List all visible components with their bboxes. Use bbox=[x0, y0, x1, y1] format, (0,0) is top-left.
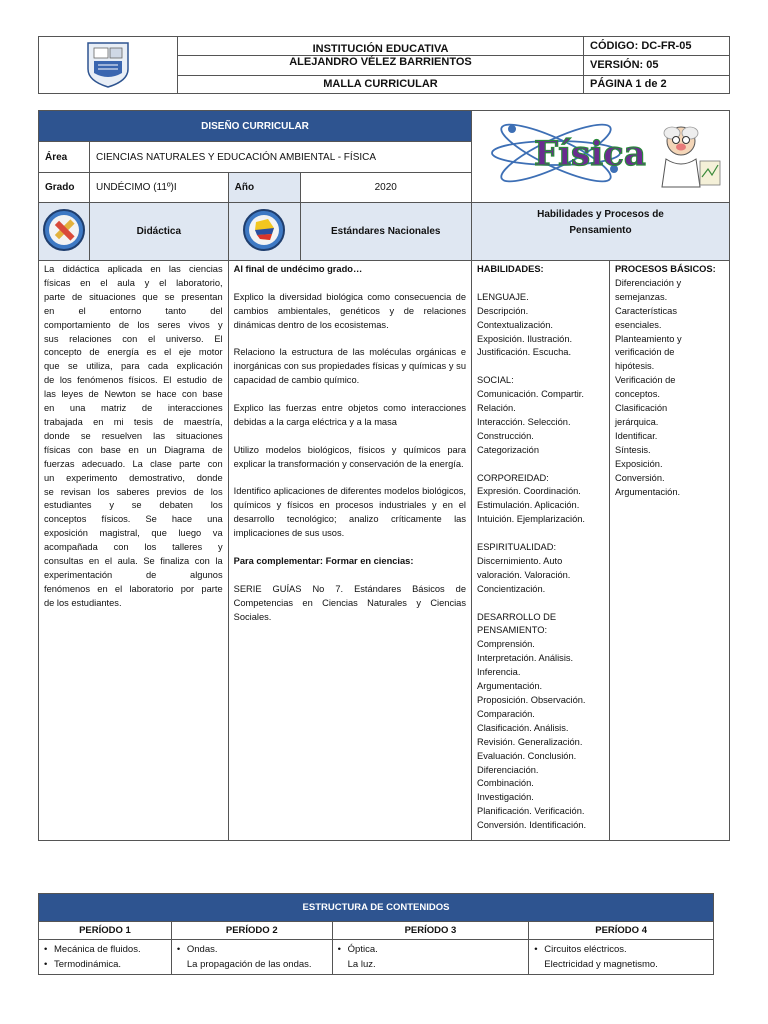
process-item: verificación de bbox=[614, 347, 675, 358]
pencil-ruler-icon bbox=[42, 208, 86, 252]
curricular-design-table bbox=[38, 110, 730, 841]
didactica-icon-cell bbox=[39, 203, 90, 261]
topic-list bbox=[44, 942, 171, 972]
period-4-header: PERÍODO 4 bbox=[529, 922, 714, 940]
standard-reference: SERIE GUÍAS No 7. Estándares Básicos de Competencias en Ciencias Naturales y Ciencias Sociales. bbox=[233, 583, 466, 622]
skill-item: Comprensión. bbox=[477, 639, 535, 650]
topic-item: La luz. bbox=[347, 959, 376, 970]
didactica-line: conceptos físicos. Se hace una bbox=[44, 514, 223, 525]
grade-label: Grado bbox=[39, 172, 90, 202]
didactica-line: que se utiliza, para cada explicación bbox=[44, 361, 223, 372]
process-item: Conversión. bbox=[614, 472, 665, 483]
didactica-header: Didáctica bbox=[89, 203, 228, 261]
didactica-line: La didáctica aplicada en las ciencias bbox=[44, 264, 223, 274]
period-1-header: PERÍODO 1 bbox=[39, 922, 172, 940]
physics-logo-cell bbox=[472, 111, 730, 203]
procesos-heading: PROCESOS BÁSICOS: bbox=[614, 264, 716, 274]
habilidades-header-line1: Habilidades y Procesos de bbox=[537, 209, 664, 220]
grade-value: UNDÉCIMO (11º)I bbox=[89, 172, 228, 202]
habilidades-header-line2: Pensamiento bbox=[569, 225, 632, 236]
skill-item: Evaluación. Conclusión. bbox=[477, 750, 577, 761]
skill-item: Intuición. Ejemplarización. bbox=[477, 514, 585, 525]
process-item: conceptos. bbox=[614, 389, 660, 400]
physics-logo-text: Física bbox=[533, 134, 646, 174]
didactica-line: un experimento demostrativo, donde bbox=[44, 472, 223, 483]
period-4-content bbox=[529, 940, 714, 975]
didactica-line: de los estudiantes. bbox=[44, 597, 122, 608]
process-item: Argumentación. bbox=[614, 486, 681, 497]
skill-item: Comunicación. Compartir. bbox=[477, 389, 584, 400]
colombia-map-icon bbox=[242, 208, 286, 252]
procesos-list bbox=[615, 277, 727, 500]
skill-item: Interacción. Selección. bbox=[477, 416, 571, 427]
physics-logo-icon bbox=[476, 111, 726, 197]
skill-item: Proposición. Observación. bbox=[477, 695, 586, 706]
topic-item: • Mecánica de fluidos. bbox=[44, 942, 171, 957]
didactica-line: parte de situaciones que se presentan bbox=[44, 291, 223, 302]
process-item: Síntesis. bbox=[614, 444, 651, 455]
year-label: Año bbox=[228, 172, 300, 202]
didactica-line: donde se resuelven las situaciones bbox=[44, 430, 223, 441]
desarrollo-title-line1: DESARROLLO DE bbox=[477, 611, 557, 622]
skill-item: Construcción. bbox=[477, 430, 534, 441]
desarrollo-title-line2: PENSAMIENTO: bbox=[477, 625, 548, 636]
process-item: Clasificación bbox=[614, 403, 668, 414]
process-item: Identificar. bbox=[614, 430, 658, 441]
skill-item: valoración. Valoración. bbox=[477, 569, 571, 580]
document-version: VERSIÓN: 05 bbox=[584, 56, 730, 75]
habilidades-content bbox=[472, 261, 610, 841]
social-list bbox=[477, 388, 607, 458]
didactica-text bbox=[44, 263, 223, 611]
skill-item: Expresión. Coordinación. bbox=[477, 486, 581, 497]
document-header bbox=[38, 36, 730, 94]
period-2-content bbox=[171, 940, 332, 975]
skill-item: Estimulación. Aplicación. bbox=[477, 500, 580, 511]
skill-item: Diferenciación. bbox=[477, 764, 539, 775]
topic-list bbox=[534, 942, 713, 972]
skill-item: Clasificación. Análisis. bbox=[477, 722, 569, 733]
process-item: Verificación de bbox=[614, 375, 676, 386]
didactica-line: estudiantes y se debaten los bbox=[44, 500, 223, 511]
topic-item: • Termodinámica. bbox=[44, 957, 171, 972]
estandares-icon-cell bbox=[228, 203, 300, 261]
didactica-line: exposición magistral, que luego va bbox=[44, 528, 223, 539]
standard-4: Utilizo modelos biológicos, físicos y químicos para explicar la transformación y conservación de la energía. bbox=[233, 444, 466, 469]
process-item: hipótesis. bbox=[614, 361, 655, 372]
period-3-content bbox=[332, 940, 529, 975]
didactica-line: físicas en el aula y el laboratorio, bbox=[44, 277, 223, 288]
content-structure-table bbox=[38, 893, 714, 975]
skill-item: Argumentación. bbox=[477, 681, 543, 692]
institution-name-line1: INSTITUCIÓN EDUCATIVA bbox=[178, 37, 584, 56]
standard-2: Relaciono la estructura de las moléculas orgánicas e inorgánicas con sus propiedades físicas y químicas y su capacidad de cambio químico. bbox=[233, 347, 466, 386]
skill-item: Conversión. Identificación. bbox=[477, 820, 587, 831]
topic-item: La propagación de las ondas. bbox=[186, 959, 312, 970]
skill-item: Discernimiento. Auto bbox=[477, 555, 563, 566]
process-item: Características bbox=[614, 305, 677, 316]
skill-item: Combinación. bbox=[477, 778, 534, 789]
design-title: DISEÑO CURRICULAR bbox=[39, 111, 472, 142]
process-item: jerárquica. bbox=[614, 416, 659, 427]
didactica-line: experimentación de algunos bbox=[44, 569, 223, 580]
content-structure-title: ESTRUCTURA DE CONTENIDOS bbox=[39, 894, 714, 922]
process-item: Diferenciación y bbox=[614, 277, 682, 288]
didactica-content bbox=[39, 261, 229, 841]
didactica-line: de los fenómenos físicos. El estudio de bbox=[44, 375, 223, 386]
topic-item: • Ondas. bbox=[177, 942, 332, 957]
habilidades-header bbox=[472, 203, 730, 261]
standard-1: Explico la diversidad biológica como consecuencia de cambios ambientales, genéticos y de relaciones dinámicas dentro de los ecosistemas. bbox=[233, 291, 466, 330]
period-content-row bbox=[39, 940, 714, 975]
didactica-line: concepto de energía es el eje motor bbox=[44, 347, 223, 358]
standard-3: Explico las fuerzas entre objetos como interacciones debidas a la carga eléctrica y a la masa bbox=[233, 403, 466, 427]
skill-item: Descripción. bbox=[477, 305, 529, 316]
skill-item: Concientización. bbox=[477, 583, 546, 594]
school-logo-cell bbox=[39, 37, 178, 94]
topic-item: • Circuitos eléctricos. bbox=[534, 942, 713, 957]
corporeidad-list bbox=[477, 485, 607, 527]
document-code: CÓDIGO: DC-FR-05 bbox=[584, 37, 730, 56]
skill-item: Categorización bbox=[477, 444, 540, 455]
estandares-content bbox=[228, 261, 471, 841]
didactica-line: sus relaciones con el universo. El bbox=[44, 333, 223, 344]
estandares-header: Estándares Nacionales bbox=[300, 203, 472, 261]
espiritualidad-title: ESPIRITUALIDAD: bbox=[477, 542, 557, 553]
skill-item: Comparación. bbox=[477, 708, 535, 719]
estandares-heading: Al final de undécimo grado… bbox=[233, 264, 363, 274]
skill-item: Relación. bbox=[477, 403, 516, 414]
process-item: Exposición. bbox=[614, 458, 663, 469]
habilidades-heading: HABILIDADES: bbox=[477, 264, 544, 274]
skill-item: Justificación. Escucha. bbox=[477, 347, 572, 358]
process-item: Planteamiento y bbox=[614, 333, 682, 344]
didactica-line: fuerzas adecuado. La clase parte con bbox=[44, 458, 223, 469]
didactica-line: acompañada con los talleres y bbox=[44, 542, 223, 553]
topic-item: • Óptica. bbox=[338, 942, 529, 957]
period-2-header: PERÍODO 2 bbox=[171, 922, 332, 940]
skill-item: Interpretación. Análisis. bbox=[477, 653, 574, 664]
lenguaje-list bbox=[477, 305, 607, 361]
social-title: SOCIAL: bbox=[477, 375, 514, 386]
corporeidad-title: CORPOREIDAD: bbox=[477, 472, 549, 483]
didactica-line: físicas con base en un Diagrama de bbox=[44, 444, 223, 455]
standard-5: Identifico aplicaciones de diferentes modelos biológicos, químicos y físicos en procesos industriales y en el desarrollo tecnológico; analizo críticamente las implicaciones de sus usos. bbox=[233, 486, 466, 539]
year-value: 2020 bbox=[300, 172, 472, 202]
didactica-line: se revisan los saberes previos de los bbox=[44, 486, 223, 497]
skill-item: Contextualización. bbox=[477, 319, 553, 330]
skill-item: Exposición. Ilustración. bbox=[477, 333, 573, 344]
area-label: Área bbox=[39, 142, 90, 172]
didactica-line: en el entorno tanto del bbox=[44, 305, 223, 316]
process-item: esenciales. bbox=[614, 319, 662, 330]
complement-heading: Para complementar: Formar en ciencias: bbox=[233, 555, 414, 566]
page-number: PÁGINA 1 de 2 bbox=[584, 75, 730, 93]
process-item: semejanzas. bbox=[614, 291, 668, 302]
topic-list bbox=[177, 942, 332, 972]
procesos-content bbox=[609, 261, 729, 841]
didactica-line: en una matriz de interacciones bbox=[44, 403, 223, 414]
didactica-line: comportamiento de los seres vivos y bbox=[44, 319, 223, 330]
lenguaje-title: LENGUAJE. bbox=[477, 291, 529, 302]
document-title: MALLA CURRICULAR bbox=[178, 75, 584, 93]
desarrollo-list bbox=[477, 638, 607, 833]
school-shield-icon bbox=[82, 39, 134, 89]
period-1-content bbox=[39, 940, 172, 975]
didactica-line: las leyes de Newton se hace con base bbox=[44, 389, 223, 400]
skill-item: Revisión. Generalización. bbox=[477, 736, 583, 747]
didactica-line: consultas en el aula. Se finaliza con la bbox=[44, 556, 223, 567]
skill-item: Investigación. bbox=[477, 792, 534, 803]
period-3-header: PERÍODO 3 bbox=[332, 922, 529, 940]
didactica-line: fenómenos en el laboratorio por parte bbox=[44, 583, 223, 594]
area-value: CIENCIAS NATURALES Y EDUCACIÓN AMBIENTAL - FÍSICA bbox=[89, 142, 471, 172]
topic-list bbox=[338, 942, 529, 972]
didactica-line: trabajada en mi tesis de maestría, bbox=[44, 416, 223, 427]
skill-item: Planificación. Verificación. bbox=[477, 806, 585, 817]
espiritualidad-list bbox=[477, 555, 607, 597]
skill-item: Inferencia. bbox=[477, 667, 521, 678]
topic-item: Electricidad y magnetismo. bbox=[544, 959, 658, 970]
institution-name-line2: ALEJANDRO VÉLEZ BARRIENTOS bbox=[178, 56, 584, 75]
